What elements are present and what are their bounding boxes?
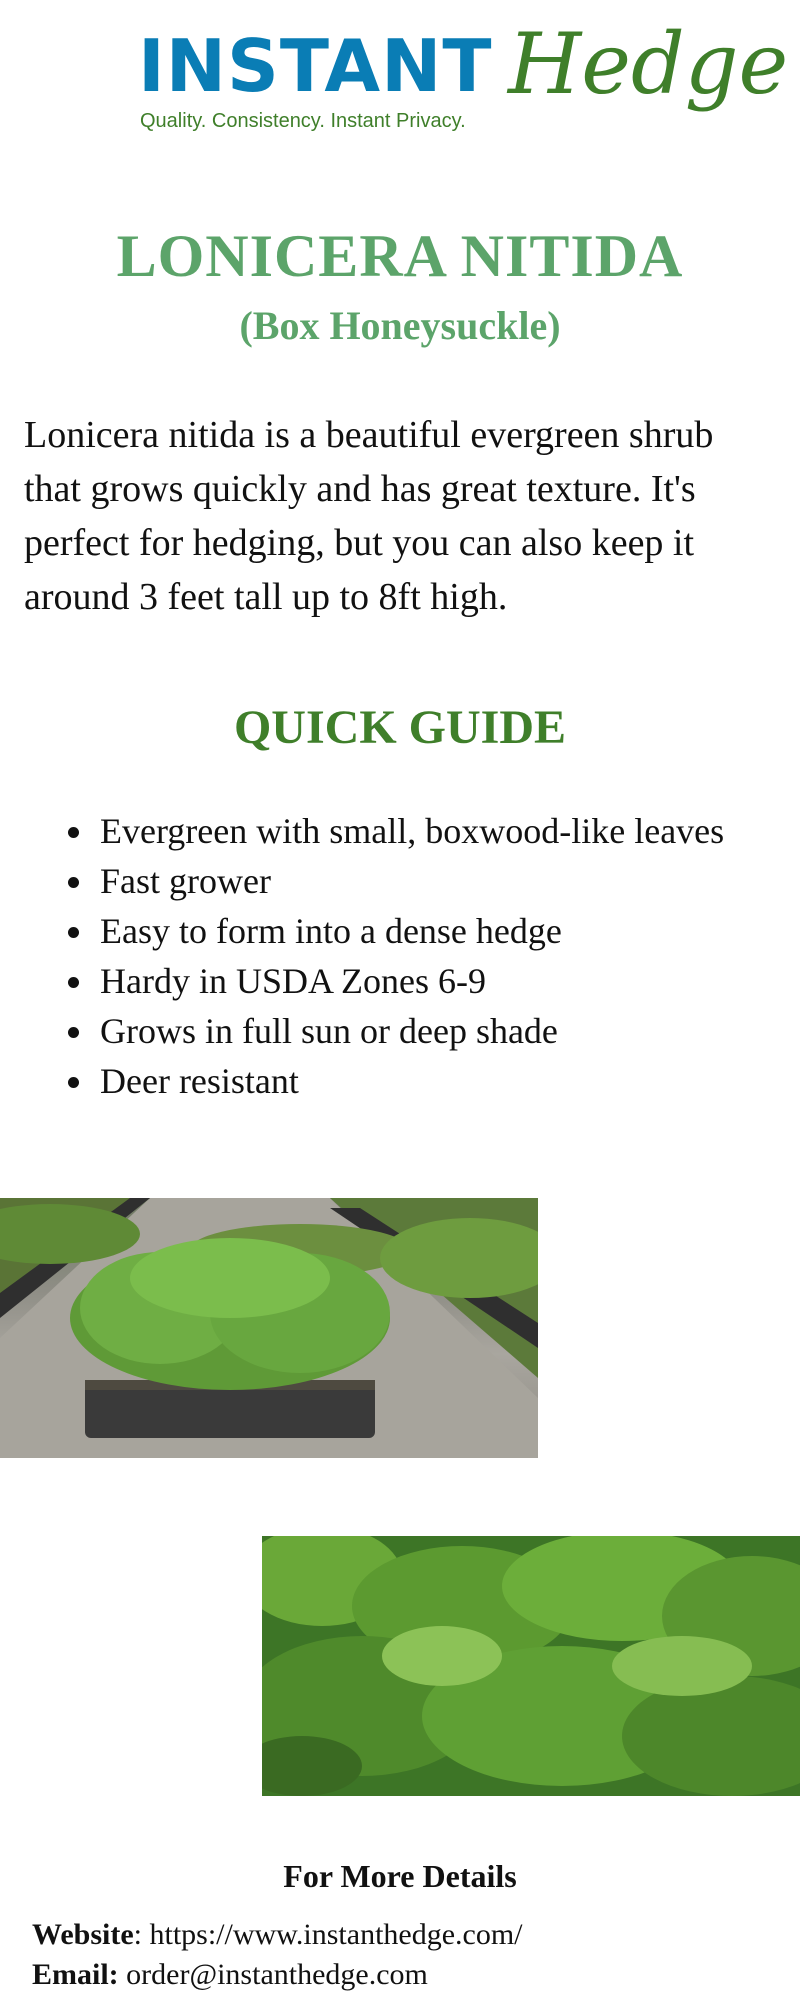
email-link[interactable]: order@instanthedge.com [118,1958,428,1991]
website-line [32,1918,523,1952]
logo-wordmark-instant: INSTANT [138,24,493,108]
list-item: Hardy in USDA Zones 6-9 [62,956,782,1006]
hedge-foliage-photo [262,1536,800,1796]
instant-hedge-logo [138,15,789,142]
hedge-foliage-illustration [262,1536,800,1796]
quick-guide-heading: QUICK GUIDE [233,701,567,754]
page-subtitle: (Box Honeysuckle) [239,303,561,348]
page-title: LONICERA NITIDA [116,223,684,289]
website-link[interactable]: : https://www.instanthedge.com/ [133,1918,523,1951]
email-line [32,1958,428,1992]
list-item: Easy to form into a dense hedge [62,906,782,956]
website-label: Website [32,1918,134,1951]
list-item: Evergreen with small, boxwood-like leaves [62,806,782,856]
email-label: Email: [32,1958,119,1991]
logo-wordmark-hedge: Hedge [508,15,789,113]
list-item: Deer resistant [62,1056,782,1106]
potted-hedge-photo [0,1198,538,1458]
footer-heading: For More Details [283,1858,517,1894]
list-item: Fast grower [62,856,782,906]
list-item: Grows in full sun or deep shade [62,1006,782,1056]
quick-guide-list [62,806,782,1106]
potted-hedge-illustration [0,1198,538,1458]
logo-tagline: Quality. Consistency. Instant Privacy. [140,110,466,132]
intro-paragraph: Lonicera nitida is a beautiful evergreen shrub that grows quickly and has great texture. It's perfect for hedging, but you can also keep it around 3 feet tall up to 8ft high. [24,414,714,618]
